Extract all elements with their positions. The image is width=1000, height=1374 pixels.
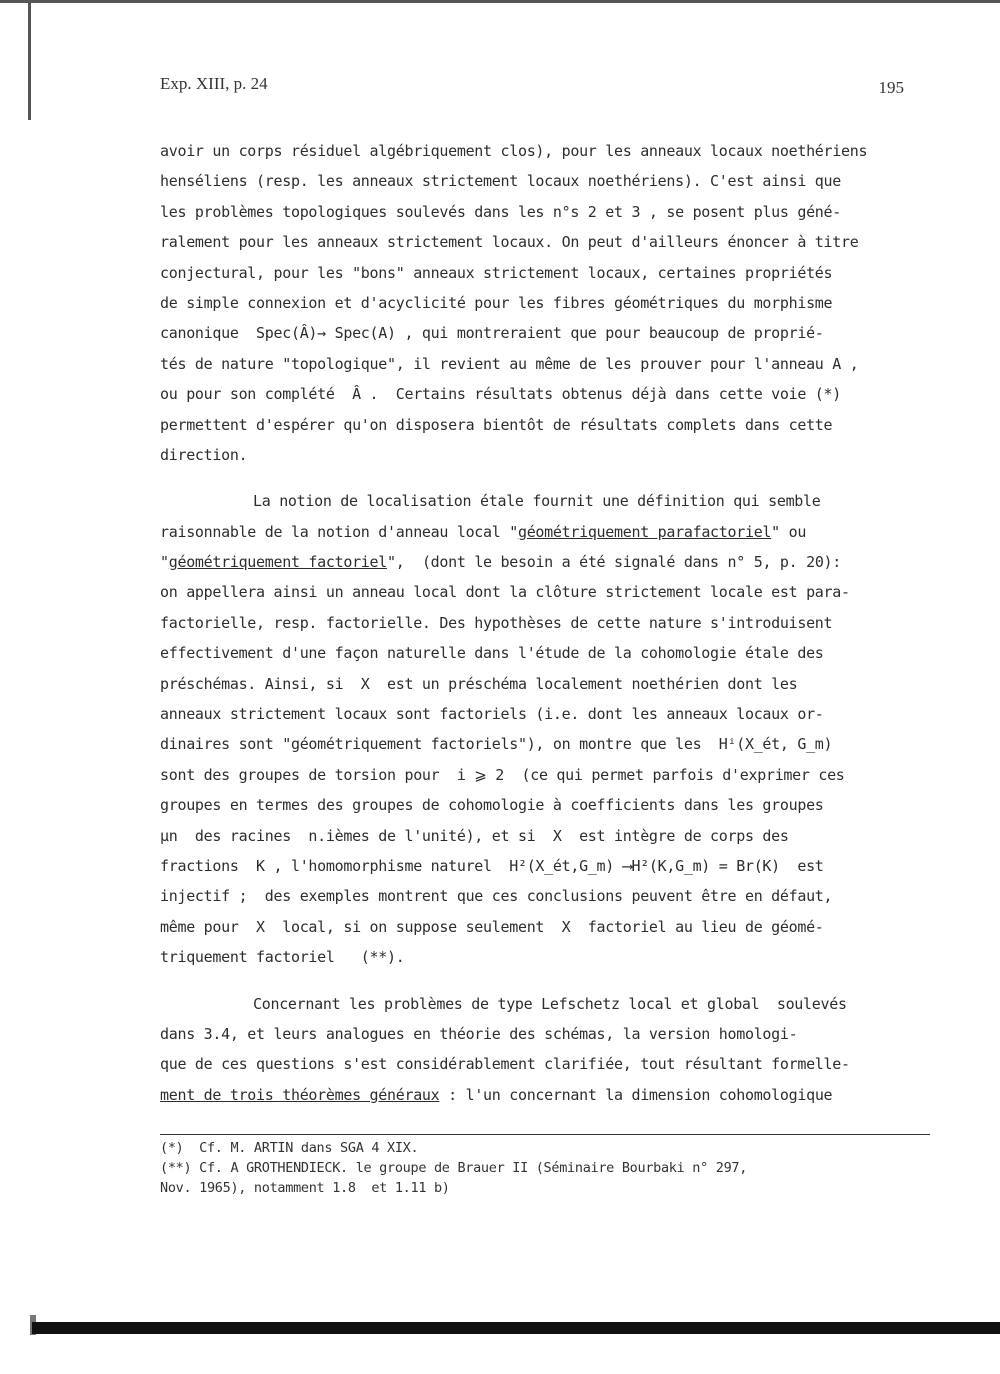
text-line: ou pour son complété Â . Certains résultats obtenus déjà dans cette voie (*) <box>160 385 842 404</box>
text-line: avoir un corps résiduel algébriquement clos), pour les anneaux locaux noethériens <box>160 142 868 160</box>
underlined-term: géométriquement parafactoriel <box>517 522 772 541</box>
paragraph-1 <box>160 136 910 470</box>
text-line: que de ces questions s'est considérablement clarifiée, tout résultant formelle- <box>160 1055 850 1074</box>
underlined-term: ment de trois théorèmes généraux <box>160 1085 440 1104</box>
text-line: conjectural, pour les "bons" anneaux strictement locaux, certaines propriétés <box>160 263 833 282</box>
text-line: de simple connexion et d'acyclicité pour les fibres géométriques du morphisme <box>160 293 833 312</box>
text-line: ralement pour les anneaux strictement locaux. On peut d'ailleurs énoncer à titre <box>160 233 859 252</box>
text-line: dans 3.4, et leurs analogues en théorie des schémas, la version homologi- <box>160 1024 798 1043</box>
paragraph-3 <box>160 989 910 1111</box>
text-line: préschémas. Ainsi, si X est un préschéma localement noethérien dont les <box>160 674 798 693</box>
text-line: sont des groupes de torsion pour i ⩾ 2 (ce qui permet parfois d'exprimer ces <box>160 765 845 784</box>
scan-edge-top <box>0 0 1000 3</box>
text-line: on appellera ainsi un anneau local dont la clôture strictement locale est para- <box>160 583 850 602</box>
scan-edge-left <box>28 0 31 120</box>
text-line: dinaires sont "géométriquement factoriels"), on montre que les Hⁱ(X_ét, G_m) <box>160 735 833 754</box>
footnote-rule <box>160 1134 930 1135</box>
paragraph-2 <box>160 486 910 972</box>
body-text <box>160 136 910 1110</box>
scan-edge-bottom <box>32 1322 1000 1334</box>
text-line: triquement factoriel (**). <box>160 948 405 967</box>
footnote-2-cont: Nov. 1965), notamment 1.8 et 1.11 b) <box>160 1180 450 1196</box>
text-line: μn des racines n.ièmes de l'unité), et si X est intègre de corps des <box>160 826 789 845</box>
text-line: Concernant les problèmes de type Lefschetz local et global soulevés <box>253 994 847 1013</box>
text-line: permettent d'espérer qu'on disposera bientôt de résultats complets dans cette <box>160 415 833 434</box>
text-line: les problèmes topologiques soulevés dans les n°s 2 et 3 , se posent plus géné- <box>160 202 842 221</box>
text-line: tés de nature "topologique", il revient au même de les prouver pour l'anneau A , <box>160 354 859 373</box>
text-line: injectif ; des exemples montrent que ces conclusions peuvent être en défaut, <box>160 887 833 906</box>
text-line: henséliens (resp. les anneaux strictement locaux noethériens). C'est ainsi que <box>160 172 842 191</box>
text-line: direction. <box>160 445 248 464</box>
text-line: raisonnable de la notion d'anneau local "géométriquement parafactoriel" ou <box>160 522 807 541</box>
text-line: groupes en termes des groupes de cohomologie à coefficients dans les groupes <box>160 796 824 815</box>
text-line: effectivement d'une façon naturelle dans l'étude de la cohomologie étale des <box>160 644 824 663</box>
text-line: La notion de localisation étale fournit une définition qui semble <box>253 492 821 511</box>
underlined-term: géométriquement factoriel <box>168 553 388 572</box>
page-number: 195 <box>878 78 904 97</box>
footnote-2: (**) Cf. A GROTHENDIECK. le groupe de Brauer II (Séminaire Bourbaki n° 297, <box>160 1160 748 1176</box>
text-line: anneaux strictement locaux sont factoriels (i.e. dont les anneaux locaux or- <box>160 705 824 724</box>
footnotes <box>160 1138 930 1198</box>
running-header: Exp. XIII, p. 24 <box>160 74 268 93</box>
text-line: factorielle, resp. factorielle. Des hypothèses de cette nature s'introduisent <box>160 613 833 632</box>
text-line: canonique Spec(Â)→ Spec(A) , qui montreraient que pour beaucoup de proprié- <box>160 324 824 343</box>
text-line: "géométriquement factoriel", (dont le besoin a été signalé dans n° 5, p. 20): <box>160 553 842 572</box>
text-line: ment de trois théorèmes généraux : l'un concernant la dimension cohomologique <box>160 1085 833 1104</box>
footnote-1: (*) Cf. M. ARTIN dans SGA 4 XIX. <box>160 1140 419 1156</box>
text-line: fractions K , l'homomorphisme naturel H²(X_ét,G_m) ⟶H²(K,G_m) = Br(K) est <box>160 856 824 875</box>
text-line: même pour X local, si on suppose seulement X factoriel au lieu de géomé- <box>160 917 824 936</box>
